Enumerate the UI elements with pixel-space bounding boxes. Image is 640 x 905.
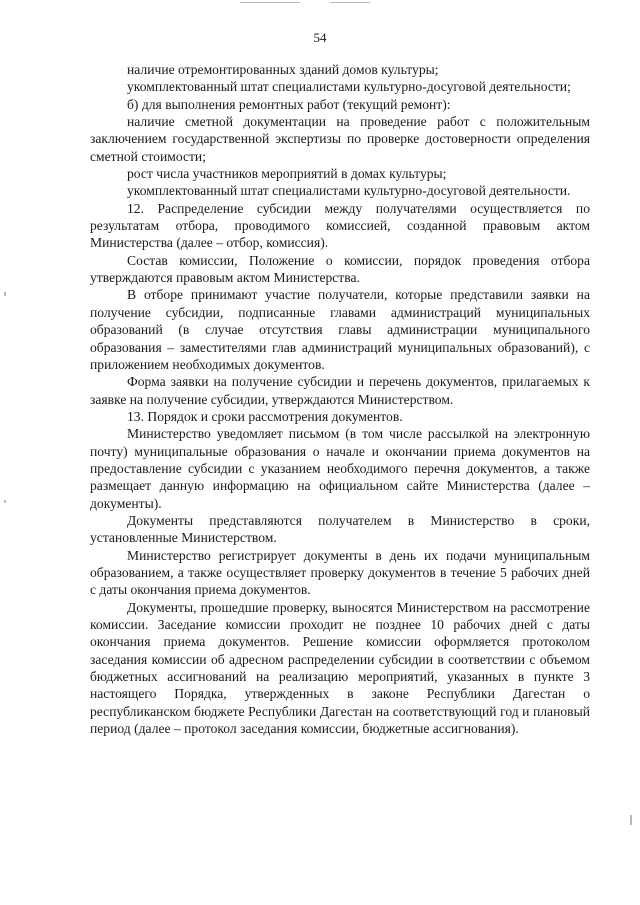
scan-artifact-left-1 xyxy=(4,292,6,296)
paragraph-section-12: 12. Распределение субсидии между получателями осуществляется по результатам отбора, проводимого комиссией, созданной правовым актом Министерства (далее – отбор, комиссия). xyxy=(90,200,590,251)
paragraph-estimate-documentation: наличие сметной документации на проведение работ с положительным заключением государственной экспертизы по проверке достоверности определения сметной стоимости; xyxy=(90,114,590,164)
scan-artifact-right-1 xyxy=(630,815,632,825)
paragraph-condition-staffing: укомплектованный штат специалистами культурно-досуговой деятельности; xyxy=(127,79,571,95)
scan-artifact-top-1 xyxy=(240,2,300,3)
scan-artifact-top-2 xyxy=(330,2,370,3)
document-body xyxy=(90,61,590,737)
paragraph-application-form: Форма заявки на получение субсидии и перечень документов, прилагаемых к заявке на получение субсидии, утверждаются Министерством. xyxy=(90,374,590,407)
paragraph-commission-review: Документы, прошедшие проверку, выносятся Министерством на рассмотрение комиссии. Заседание комиссии проходит не позднее 10 рабочих дней с даты окончания приема документов. Решение комиссии оформляется протоколом заседания комиссии об адресном распределении субсидии в соответствии с объемом бюджетных ассигнований на реализацию мероприятий, указанных в пункте 3 настоящего Порядка, утвержденных в законе Республики Дагестан о республиканском бюджете Республики Дагестан на соответствующий год и плановый период (далее – протокол заседания комиссии, бюджетные ассигнования). xyxy=(90,599,590,737)
paragraph-ministry-notification: Министерство уведомляет письмом (в том числе рассылкой на электронную почту) муниципальные образования о начале и окончании приема документов на предоставление субсидии с указанием необходимого перечня документов, а также размещает данную информацию на официальном сайте Министерства (далее – документы). xyxy=(90,426,590,511)
page-number: 54 xyxy=(313,30,327,45)
paragraph-selection-participants: В отборе принимают участие получатели, которые представили заявки на получение субсидии, подписанные главами администраций муниципальных образований (в случае отсутствия главы администрации муниципального образования – заместителями глав администраций муниципальных образований), с приложением необходимых документов. xyxy=(90,287,590,372)
paragraph-section-13: 13. Порядок и сроки рассмотрения документов. xyxy=(127,408,403,424)
paragraph-participant-growth: рост числа участников мероприятий в домах культуры; xyxy=(127,166,447,182)
paragraph-commission-composition: Состав комиссии, Положение о комиссии, порядок проведения отбора утверждаются правовым актом Министерства. xyxy=(90,252,590,286)
paragraph-document-submission: Документы представляются получателем в Министерство в сроки, установленные Министерством. xyxy=(90,512,590,546)
paragraph-document-registration: Министерство регистрирует документы в день их подачи муниципальным образованием, а также осуществляет проверку документов в течение 5 рабочих дней с даты окончания приема документов. xyxy=(90,547,590,598)
paragraph-condition-renovated-buildings: наличие отремонтированных зданий домов культуры; xyxy=(127,62,439,77)
paragraph-current-repair-heading: б) для выполнения ремонтных работ (текущий ремонт): xyxy=(127,96,451,112)
scan-artifact-left-2 xyxy=(4,500,6,503)
paragraph-staffing-repeat: укомплектованный штат специалистами культурно-досуговой деятельности. xyxy=(127,183,571,199)
